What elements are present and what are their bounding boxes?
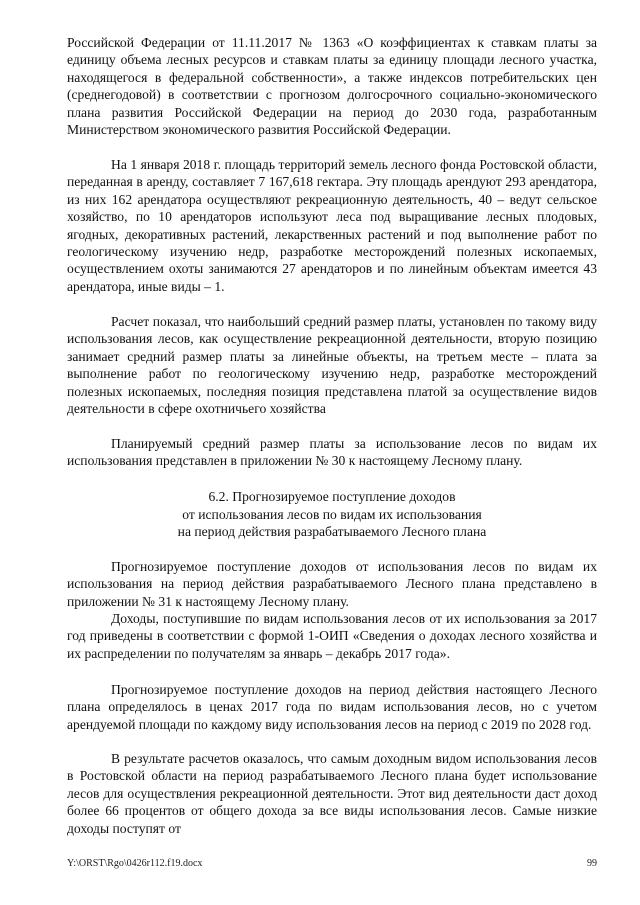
- paragraph-forecast-income: Прогнозируемое поступление доходов от использования лесов по видам их использования на период действия разрабатываемого Лесного плана представлено в приложении № 31 к настоящему Лесному плану.: [67, 559, 597, 609]
- footer-file-path: Y:\ORST\Rgo\0426r112.f19.docx: [67, 858, 203, 869]
- paragraph-income-2017: Доходы, поступившие по видам использования лесов от их использования за 2017 год приведены в соответствии с формой 1-ОИП «Сведения о доходах лесного хозяйства и их распределении по получателям за январь – декабрь 2017 года».: [67, 611, 597, 661]
- paragraph-calculation: Расчет показал, что наибольший средний размер платы, установлен по такому виду использования лесов, как осуществление рекреационной деятельности, вторую позицию занимает средний размер платы за линейные объекты, на третьем месте – плата за выполнение работ по геологическому изучению недр, разработке месторождений полезных ископаемых, последняя позиция представлена платой за осуществление видов деятельности в сфере охотничьего хозяйства: [67, 314, 597, 417]
- paragraph-lease-area: На 1 января 2018 г. площадь территорий земель лесного фонда Ростовской области, переданная в аренду, составляет 7 167,618 гектара. Эту площадь арендуют 293 арендатора, из них 162 арендатора осуществляют рекреационную деятельность, 40 – ведут сельское хозяйство, по 10 арендаторов используют леса под выращивание лесных плодовых, ягодных, декоративных растений, лекарственных растений и под выполнение работ по геологическому изучению недр, разработке месторождений полезных ископаемых, осуществлением охоты занимаются 27 арендаторов и по линейным объектам имеется 43 арендатора, иные виды – 1.: [67, 157, 597, 294]
- paragraph-results: В результате расчетов оказалось, что самым доходным видом использования лесов в Ростовской области на период разрабатываемого Лесного плана будет использование лесов для осуществления рекреационной деятельности. Этот вид деятельности даст доход более 66 процентов от общего дохода за все виды использования лесов. Самые низкие доходы поступят от: [67, 751, 597, 836]
- paragraph-continued: Российской Федерации от 11.11.2017 № 1363 «О коэффициентах к ставкам платы за единицу объема лесных ресурсов и ставкам платы за единицу площади лесного участка, находящегося в федеральной собственности», а также индексов потребительских цен (среднегодовой) в соответствии с прогнозом долгосрочного социально-экономического плана развития Российской Федерации на период до 2030 года, разработанным Министерством экономического развития Российской Федерации.: [67, 35, 597, 138]
- section-heading-line-1: 6.2. Прогнозируемое поступление доходов: [208, 489, 456, 504]
- section-heading-line-2: от использования лесов по видам их использования: [182, 507, 482, 522]
- paragraph-planned-fee: Планируемый средний размер платы за использование лесов по видам их использования представлен в приложении № 30 к настоящему Лесному плану.: [67, 436, 597, 469]
- paragraph-forecast-method: Прогнозируемое поступление доходов на период действия настоящего Лесного плана определялось в ценах 2017 года по видам использования лесов, но с учетом арендуемой площади по каждому виду использования лесов на период с 2019 по 2028 год.: [67, 682, 597, 732]
- section-heading-line-3: на период действия разрабатываемого Лесного плана: [177, 524, 487, 539]
- page-number: 99: [587, 858, 597, 869]
